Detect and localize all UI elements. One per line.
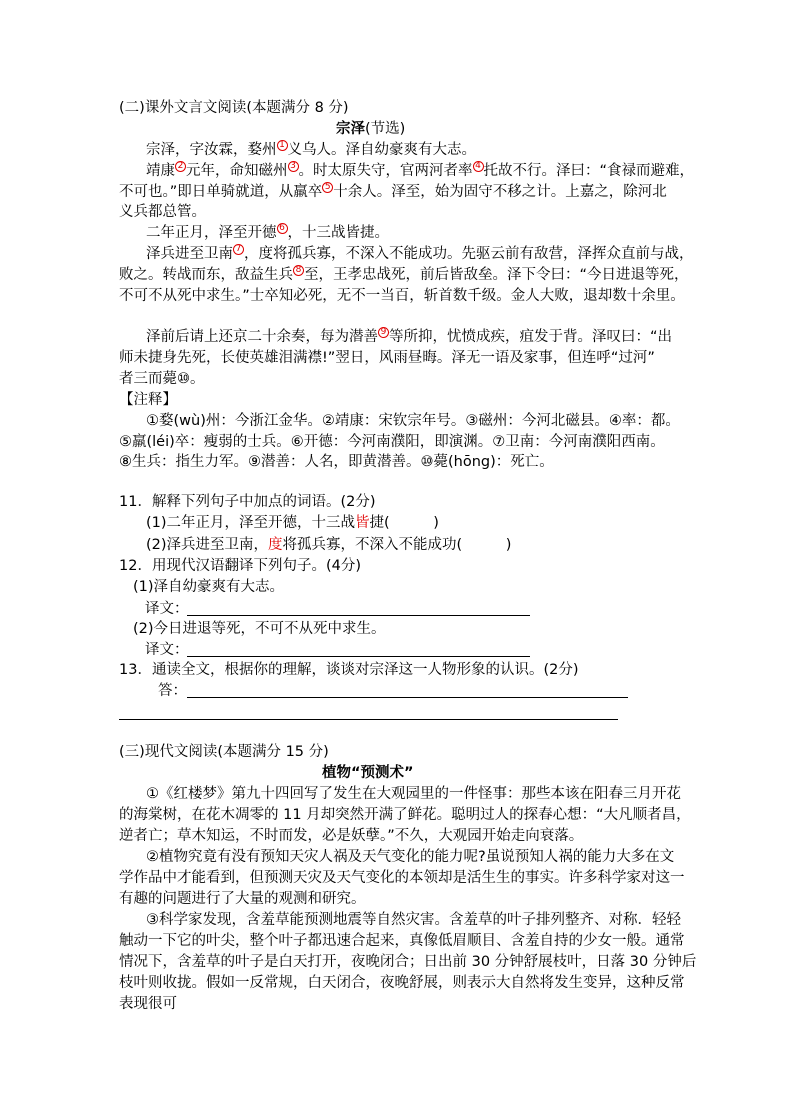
passage-line	[146, 162, 694, 180]
text: 捷( )	[369, 515, 439, 531]
question-12-2: (2)今日进退等死，不可不从死中求生。	[133, 621, 386, 637]
passage-line: 学作品中才能看到，但预测天灾及天气变化的本领却是活生生的事实。许多科学家对这一	[119, 870, 685, 886]
title-text: 宗泽	[336, 121, 365, 137]
passage-line: ①《红楼梦》第九十四回写了发生在大观园里的一件怪事：那些本该在阳春三月开花	[146, 786, 681, 802]
text: 靖康	[146, 163, 175, 179]
passage3-title: 植物“预测术”	[322, 765, 414, 781]
text: 元年，命知磁州	[186, 163, 288, 179]
translation-label: 译文：	[145, 642, 189, 658]
passage-line	[146, 141, 476, 159]
text: (2)泽兵进至卫南，	[146, 537, 269, 553]
text: 不可也。”即日单骑就道，从羸卒	[119, 184, 323, 200]
text: 托故不行。泽曰：“食禄而避难，	[483, 163, 695, 179]
passage-line: 逆者亡；草木知运，不时而发，必是妖孽。”不久，大观园开始走向衰落。	[119, 828, 584, 844]
text: ，十三战皆捷。	[287, 225, 389, 241]
passage-line: ②植物究竟有没有预知天灾人祸及天气变化的能力呢?虽说预知人祸的能力大多在文	[146, 849, 675, 865]
passage-line	[146, 245, 694, 263]
translation-answer-line-1[interactable]	[187, 615, 530, 616]
text: ，度将孤兵寡，不深入不能成功。先驱云前有敌营，泽挥众直前与战，	[244, 246, 694, 262]
text: 泽兵进至卫南	[146, 246, 233, 262]
notes-heading: 【注释】	[119, 392, 177, 408]
text: 。时太原失守，官两河者率	[298, 163, 473, 179]
text: 二年正月，泽至开德	[146, 225, 277, 241]
footnote-marker: 8	[293, 265, 304, 276]
text: 宗泽，字汝霖，婺州	[146, 142, 277, 158]
footnote-marker: 5	[322, 182, 333, 193]
passage-line: ③科学家发现，含羞草能预测地震等自然灾害。含羞草的叶子排列整齐、对称．轻轻	[146, 912, 681, 928]
note-line: ①婺(wù)州：今浙江金华。②靖康：宋钦宗年号。③磁州：今河北磁县。④率：都。	[146, 413, 680, 429]
text: 至，王孝忠战死，前后皆敌垒。泽下令曰：“今日进退等死，	[304, 267, 689, 283]
text: 将孤兵寡，不深入不能成功( )	[282, 537, 512, 553]
passage-line: 情况下，含羞草的叶子是白天打开，夜晚闭合；日出前 30 分钟舒展枝叶，日落 30 分钟后	[119, 954, 697, 970]
question-11: 11．解释下列句子中加点的词语。(2分)	[119, 494, 376, 510]
text: 十余人。泽至，始为固守不移之计。上嘉之，除河北	[333, 184, 667, 200]
highlighted-word: 度	[268, 537, 283, 553]
footnote-marker: 9	[378, 327, 389, 338]
answer-line-2[interactable]	[119, 719, 618, 720]
passage-line	[119, 266, 689, 284]
footnote-marker: 6	[277, 223, 288, 234]
footnote-marker: 3	[288, 161, 299, 172]
answer-label: 答：	[158, 683, 187, 699]
passage-line: 师未捷身先死，长使英雄泪满襟!”翌日，风雨昼晦。泽无一语及家事，但连呼“过河”	[119, 350, 655, 366]
question-11-2	[146, 536, 511, 554]
footnote-marker: 1	[277, 140, 288, 151]
translation-answer-line-2[interactable]	[187, 656, 530, 657]
passage-line	[146, 328, 672, 346]
question-13: 13．通读全文，根据你的理解，谈谈对宗泽这一人物形象的认识。(2分)	[119, 662, 579, 678]
passage-line	[146, 224, 389, 242]
note-line: ⑤羸(léi)卒：瘦弱的士兵。⑥开德：今河南濮阳，即演渊。⑦卫南：今河南濮阳西南。	[119, 434, 665, 450]
passage-line: 触动一下它的叶尖，整个叶子都迅速合起来，真像低眉顺目、含羞自持的少女一般。通常	[119, 933, 685, 949]
passage-line: 义兵都总管。	[119, 204, 206, 220]
text: 败之。转战而东，敌益生兵	[119, 267, 293, 283]
translation-label: 译文：	[145, 601, 189, 617]
passage-line: 不可不从死中求生。”士卒知必死，无不一当百，斩首数千级。金人大败，退却数十余里。	[119, 288, 685, 304]
section3-heading: (三)现代文阅读(本题满分 15 分)	[119, 744, 329, 760]
passage-line: 表现很可	[119, 996, 177, 1012]
footnote-marker: 2	[175, 161, 186, 172]
passage-title	[336, 120, 405, 138]
footnote-marker: 4	[473, 161, 484, 172]
question-11-1	[146, 514, 439, 532]
text: 等所抑，忧愤成疾，疽发于背。泽叹曰：“出	[389, 329, 673, 345]
question-12: 12．用现代汉语翻译下列句子。(4分)	[119, 558, 361, 574]
passage-line	[119, 183, 667, 201]
passage-line: 者三而薨⑩。	[119, 371, 205, 387]
question-12-1: (1)泽自幼豪爽有大志。	[133, 579, 285, 595]
footnote-marker: 7	[233, 244, 244, 255]
section2-heading: (二)课外文言文阅读(本题满分 8 分)	[119, 100, 349, 116]
passage-line: 枝叶则收拢。假如一反常规，白天闭合，夜晚舒展，则表示大自然将发生变异，这种反常	[119, 975, 685, 991]
text: 泽前后请上还京二十余奏，每为潜善	[146, 329, 378, 345]
note-line: ⑧生兵：指生力军。⑨潜善：人名，即黄潜善。⑩薨(hōng)：死亡。	[119, 454, 554, 470]
passage-line: 有趣的问题进行了大量的观测和研究。	[119, 891, 366, 907]
text: (1)二年正月，泽至开德，十三战	[146, 515, 356, 531]
text: 义乌人。泽自幼豪爽有大志。	[287, 142, 476, 158]
passage-line: 的海棠树，在花木凋零的 11 月却突然开满了鲜花。聪明过人的探春心想：“大凡顺者昌，	[119, 807, 691, 823]
highlighted-word: 皆	[355, 515, 370, 531]
title-note: (节选)	[365, 121, 406, 137]
answer-line-1[interactable]	[187, 697, 628, 698]
